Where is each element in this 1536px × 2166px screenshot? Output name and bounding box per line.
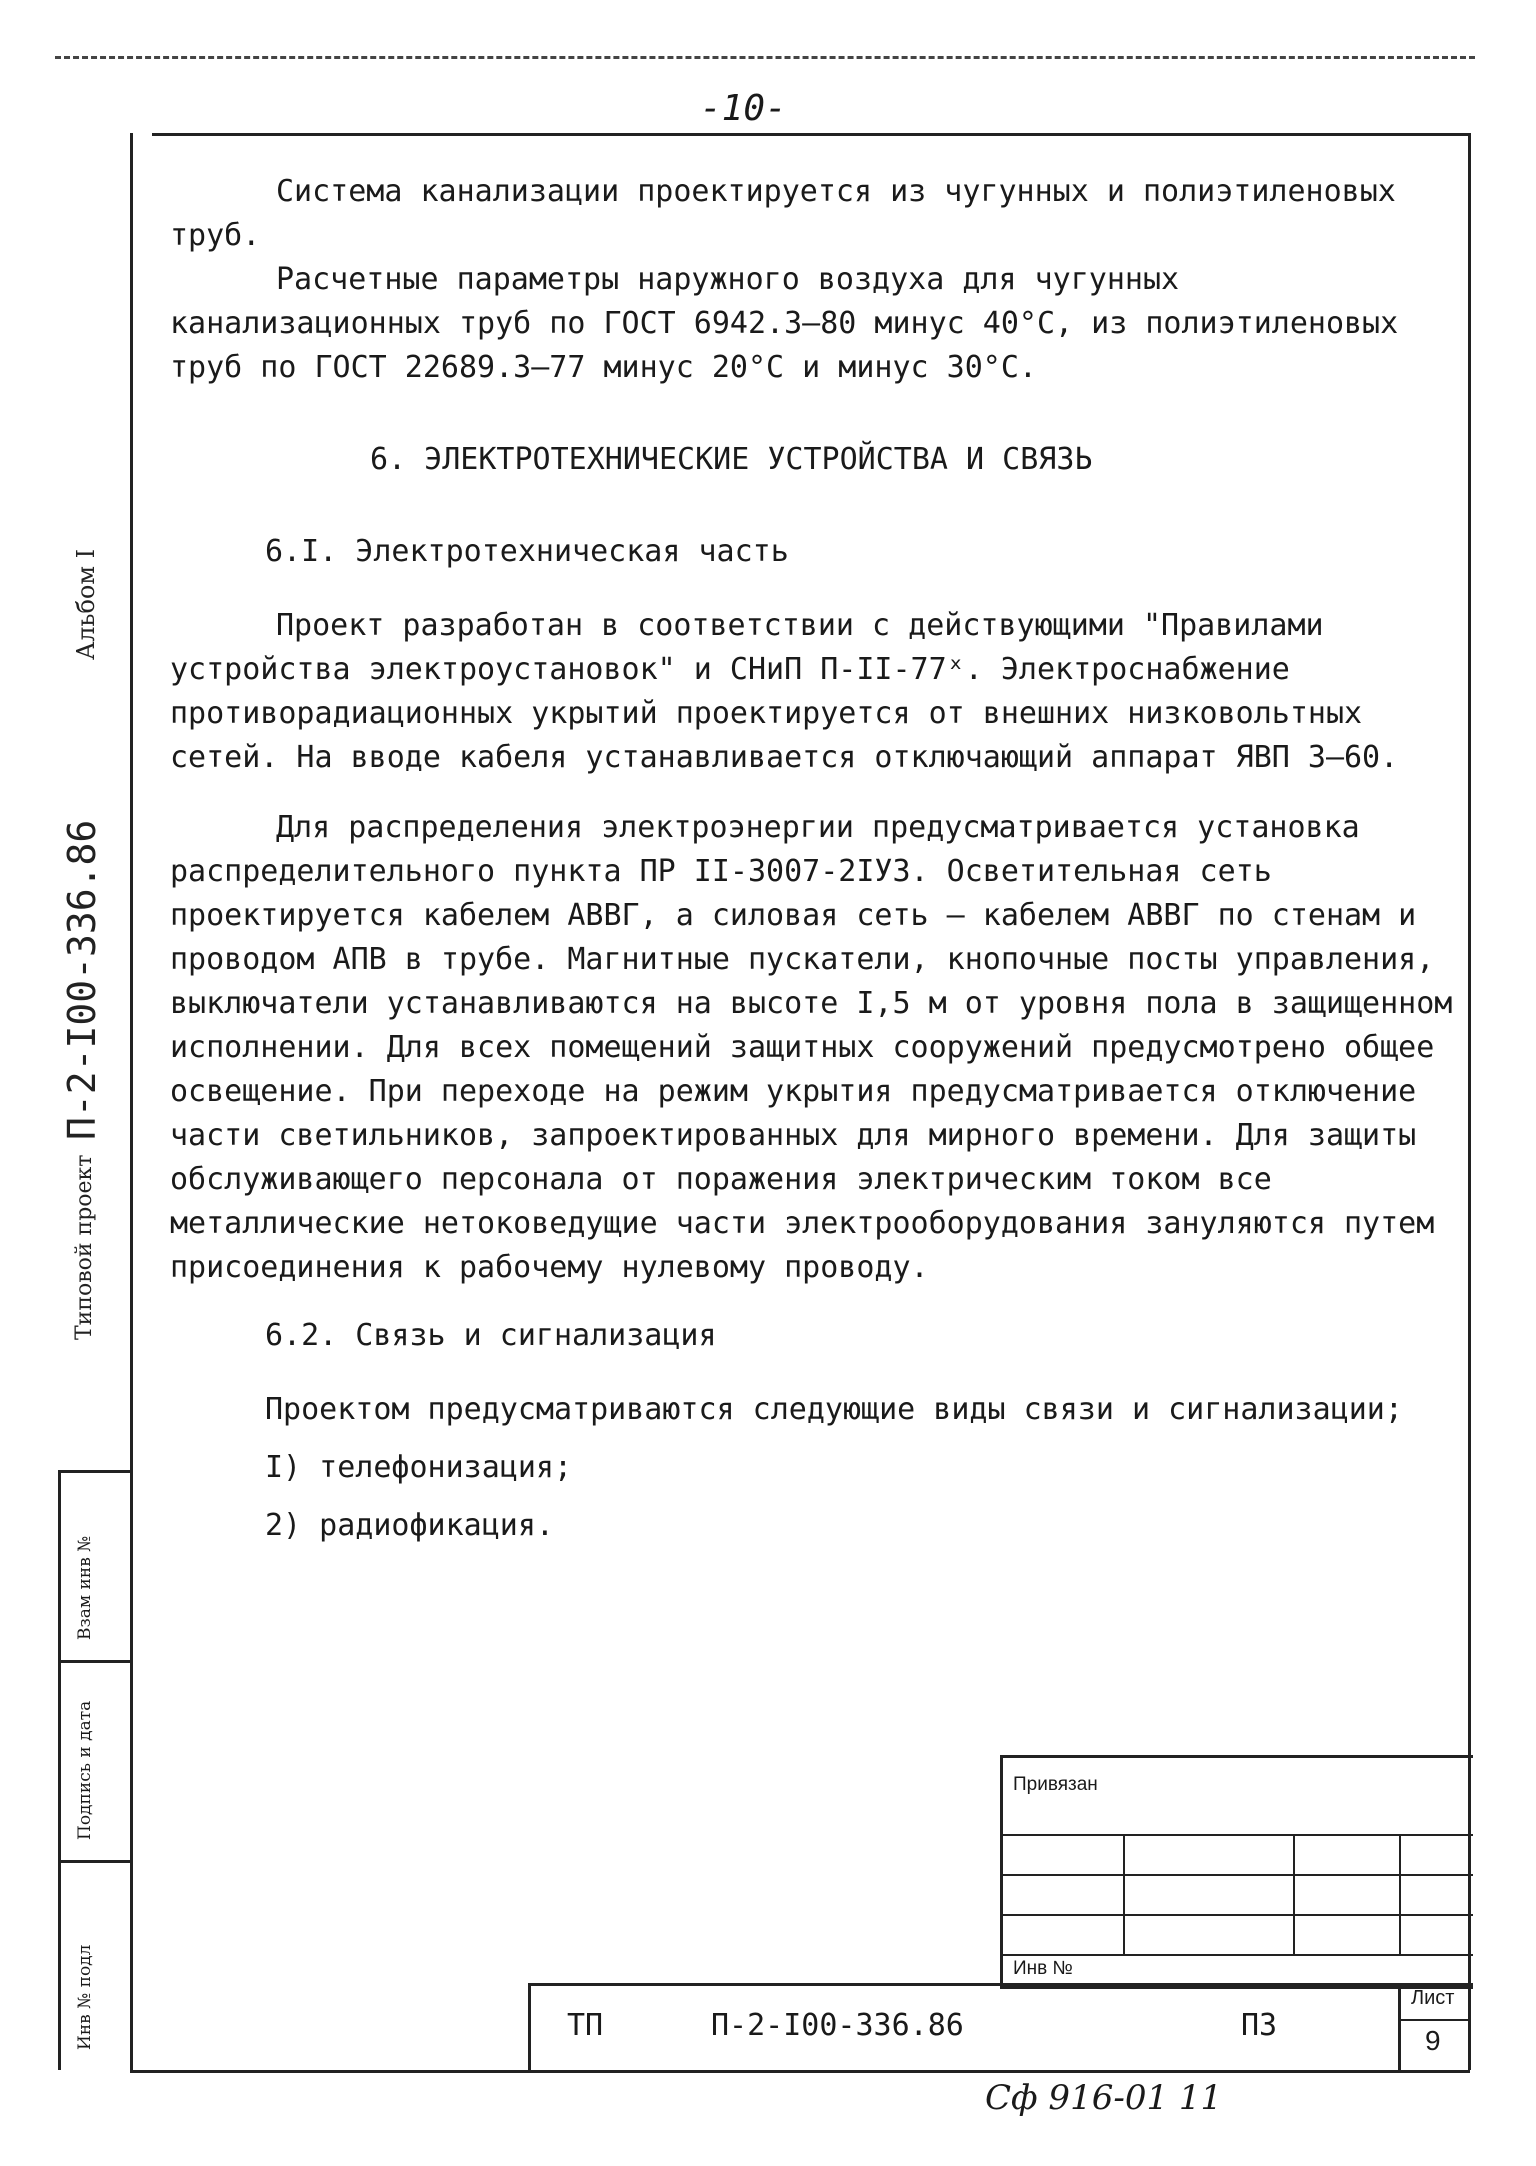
sheet-number: 9 xyxy=(1425,2025,1441,2056)
margin-stamp-strip xyxy=(58,1470,133,2070)
paragraph: Расчетные параметры наружного воздуха для чугунных канализационных труб по ГОСТ 6942.3–80 минус 40°С, из полиэтиленовых труб по ГОСТ 22689.3–77 минус 20°С и минус 30°С. xyxy=(170,262,1399,385)
bound-label: Привязан xyxy=(1013,1774,1098,1795)
doc-code: П-2-I00-336.86 xyxy=(711,2008,964,2043)
paragraph: Проект разработан в соответствии с действующими "Правилами устройства электроустановок" и СНиП П-II-77ˣ. Электроснабжение противорадиационных укрытий проектируется от внешних низковольтных сетей. На вводе кабеля устанавливается отключающий аппарат ЯВП 3–60. xyxy=(170,608,1399,775)
document-body xyxy=(170,170,1460,1548)
stamp-label: Взам инв № xyxy=(75,1535,95,1640)
binding-stamp-box xyxy=(1000,1755,1473,1989)
paragraph: Проектом предусматриваются следующие виды связи и сигнализации; xyxy=(265,1392,1403,1427)
subsection-title: 6.I. Электротехническая часть xyxy=(265,534,789,569)
section-title: 6. ЭЛЕКТРОТЕХНИЧЕСКИЕ УСТРОЙСТВА И СВЯЗЬ xyxy=(370,442,1093,477)
inv-label: Инв № xyxy=(1013,1958,1073,1979)
page-number: -10- xyxy=(700,88,787,129)
paragraph: Система канализации проектируется из чугунных и полиэтиленовых труб. xyxy=(170,174,1396,253)
doc-section: ПЗ xyxy=(1241,2008,1278,2043)
project-code-vertical: П-2-I00-336.86 xyxy=(60,819,104,1140)
stamp-label: Инв № подл xyxy=(75,1944,95,2050)
sheet-label: Лист xyxy=(1411,1987,1455,2009)
doc-type: ТП xyxy=(567,2008,604,2043)
project-label: Типовой проект xyxy=(72,1154,97,1340)
paragraph: Для распределения электроэнергии предусматривается установка распределительного пункта ПР II-3007-2IУЗ. Осветительная сеть проектируется кабелем АВВГ, а силовая сеть – кабелем АВВГ по стенам и проводом АПВ в трубе. Магнитные пускатели, кнопочные посты управления, выключатели устанавливаются на высоте I,5 м от уровня пола в защищенном исполнении. Для всех помещений защитных сооружений предусмотрено общее освещение. При переходе на режим укрытия предусматривается отключение части светильников, запроектированных для мирного времени. Для защиты обслуживающего персонала от поражения электрическим током все металлические нетоковедущие части электрооборудования зануляются путем присоединения к рабочему нулевому проводу. xyxy=(170,810,1453,1285)
frame-top xyxy=(152,133,1470,136)
stamp-label: Подпись и дата xyxy=(75,1700,95,1840)
top-dashed-line xyxy=(55,56,1475,59)
sheet-cell xyxy=(1398,1983,1471,2070)
title-block xyxy=(528,1983,1473,2073)
list-item: 2) радиофикация. xyxy=(265,1508,554,1543)
list-item: I) телефонизация; xyxy=(265,1450,573,1485)
subsection-title: 6.2. Связь и сигнализация xyxy=(265,1318,717,1353)
handwritten-note: Сф 916-01 11 xyxy=(985,2078,1223,2118)
album-label: Альбом I xyxy=(72,548,100,660)
